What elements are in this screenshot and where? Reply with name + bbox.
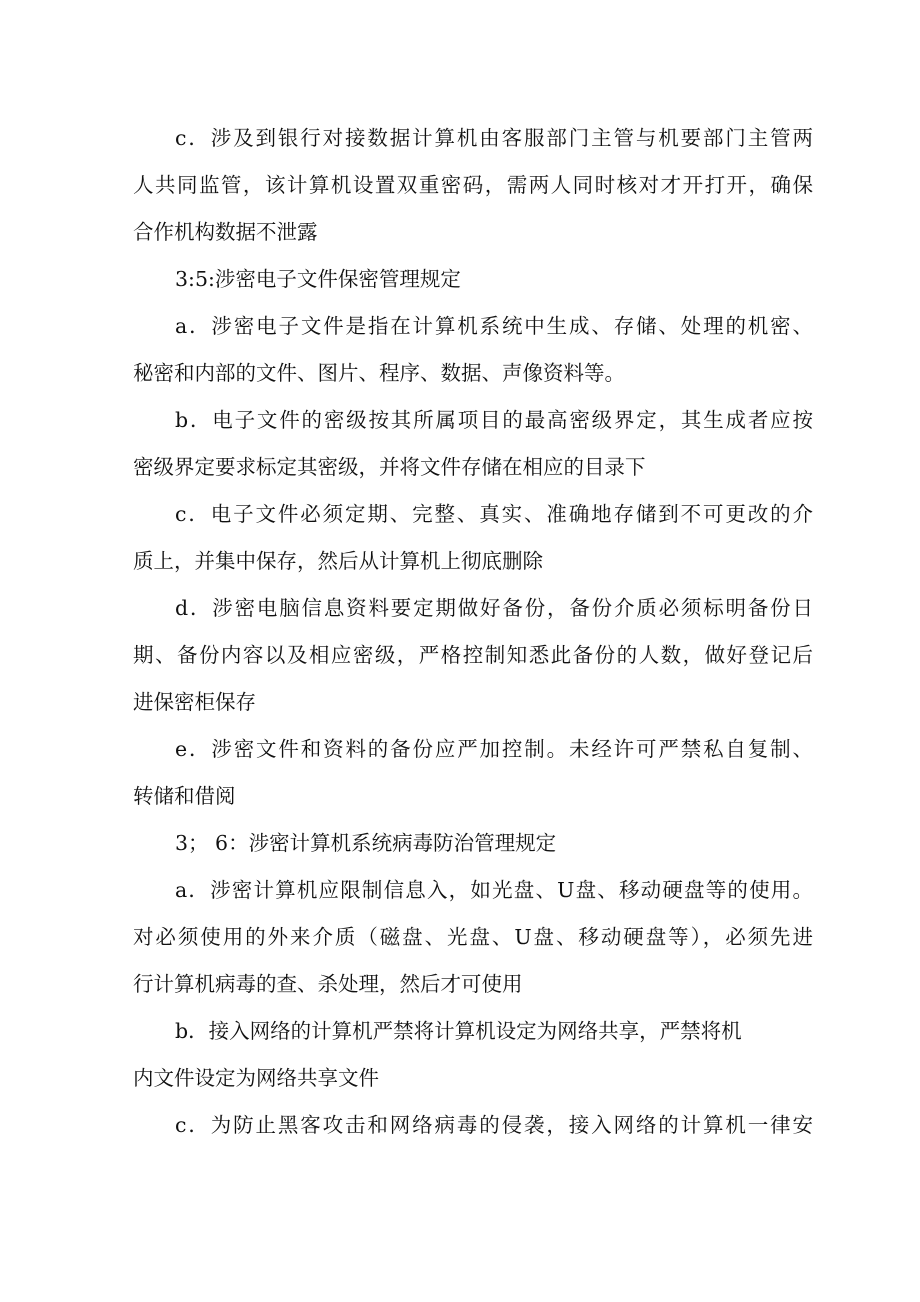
text-line: c．为防止黑客攻击和网络病毒的侵袭，接入网络的计算机一律安 <box>175 1113 813 1137</box>
text-line: 秘密和内部的文件、图片、程序、数据、声像资料等。 <box>133 361 625 385</box>
text-line: 行计算机病毒的查、杀处理，然后才可使用 <box>133 972 523 996</box>
section-heading: 3:5:涉密电子文件保密管理规定 <box>175 267 461 291</box>
text-line: 人共同监管，该计算机设置双重密码，需两人同时核对才开打开，确保 <box>133 173 813 197</box>
text-line: 期、备份内容以及相应密级，严格控制知悉此备份的人数，做好登记后 <box>133 643 813 667</box>
paragraph-3-6-c <box>133 1102 813 1149</box>
text-line: 质上，并集中保存，然后从计算机上彻底删除 <box>133 549 543 573</box>
paragraph-3-5-c <box>133 491 813 585</box>
text-line: c．涉及到银行对接数据计算机由客服部门主管与机要部门主管两 <box>175 126 813 150</box>
paragraph-3-4-c <box>133 115 813 256</box>
text-line: 转储和借阅 <box>133 784 236 808</box>
paragraph-3-6-b <box>133 1008 813 1102</box>
paragraph-3-5-d <box>133 585 813 726</box>
text-line: d．涉密电脑信息资料要定期做好备份，备份介质必须标明备份日 <box>175 596 813 620</box>
document-body <box>133 115 813 1149</box>
text-line: 对必须使用的外来介质（磁盘、光盘、U盘、移动硬盘等），必须先进 <box>133 925 813 949</box>
section-heading-3-6 <box>133 820 813 867</box>
paragraph-3-5-e <box>133 726 813 820</box>
text-line: 合作机构数据不泄露 <box>133 220 318 244</box>
text-line: 密级界定要求标定其密级，并将文件存储在相应的目录下 <box>133 455 646 479</box>
text-line: a．涉密计算机应限制信息入，如光盘、U盘、移动硬盘等的使用。 <box>175 878 813 902</box>
section-heading-3-5 <box>133 256 813 303</box>
text-line: 进保密柜保存 <box>133 690 256 714</box>
text-line: b．接入网络的计算机严禁将计算机设定为网络共享，严禁将机 <box>175 1019 742 1043</box>
paragraph-3-6-a <box>133 867 813 1008</box>
text-line: a．涉密电子文件是指在计算机系统中生成、存储、处理的机密、 <box>175 314 813 338</box>
paragraph-3-5-a <box>133 303 813 397</box>
text-line: c．电子文件必须定期、完整、真实、准确地存储到不可更改的介 <box>175 502 813 526</box>
text-line: b．电子文件的密级按其所属项目的最高密级界定，其生成者应按 <box>175 408 813 432</box>
text-line: 内文件设定为网络共享文件 <box>133 1066 379 1090</box>
paragraph-3-5-b <box>133 397 813 491</box>
text-line: e．涉密文件和资料的备份应严加控制。未经许可严禁私自复制、 <box>175 737 813 761</box>
section-heading: 3； 6：涉密计算机系统病毒防治管理规定 <box>175 831 557 855</box>
